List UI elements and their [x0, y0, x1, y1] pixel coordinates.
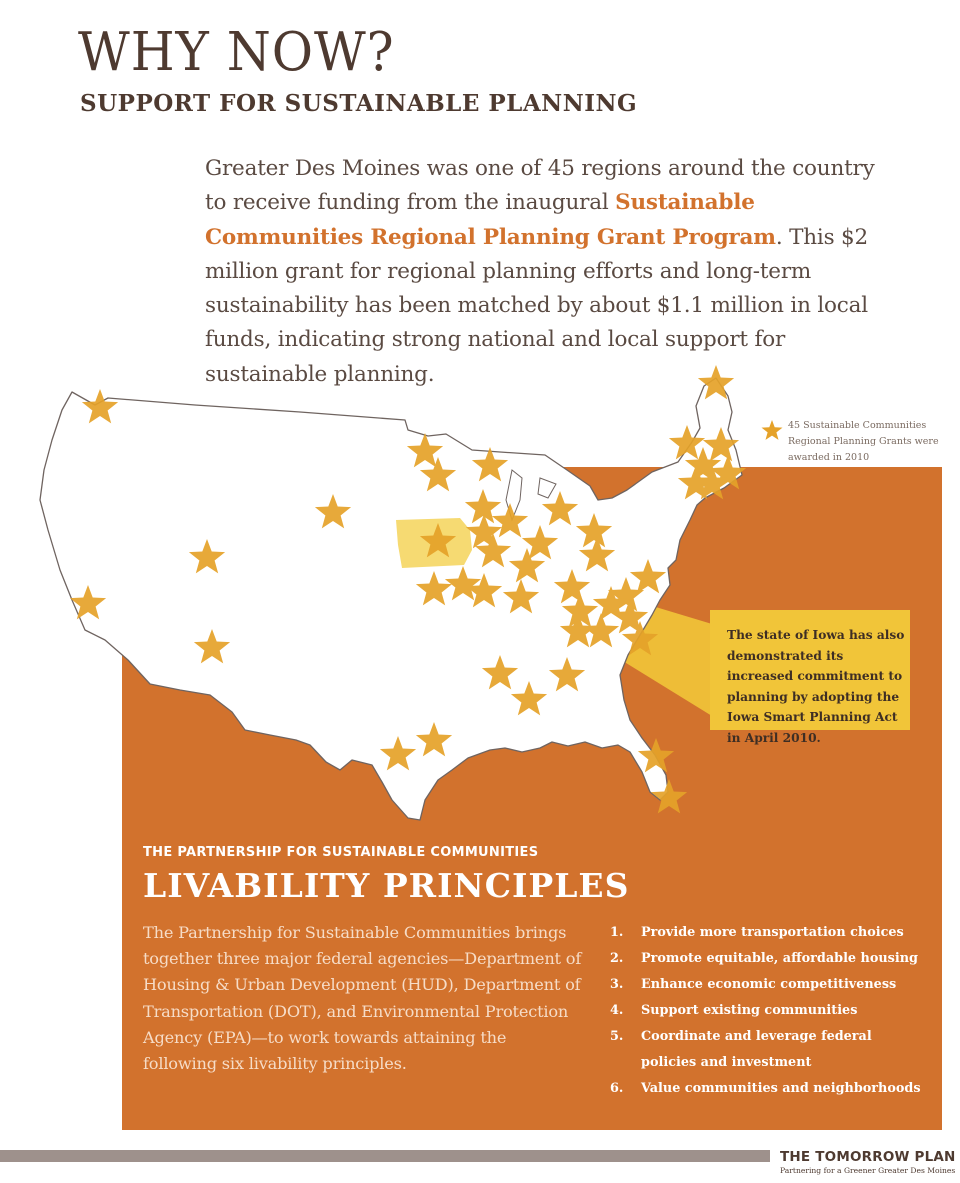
principles-list	[610, 920, 930, 1102]
footer-logo	[780, 1149, 960, 1175]
principle-text: Provide more transportation choices	[641, 925, 904, 940]
intro-text-before: Greater Des Moines was one of 45 regions around the country to receive funding from the inaugural	[205, 156, 875, 216]
partnership-eyebrow: THE PARTNERSHIP FOR SUSTAINABLE COMMUNITIES	[143, 845, 539, 860]
principle-text: Value communities and neighborhoods	[641, 1081, 921, 1096]
intro-text-after: . This $2 million grant for regional planning efforts and long-term sustainability has been matched by about $1.1 million in local funds, indicating strong national and local support for sustainable planning.	[205, 224, 869, 387]
intro-paragraph	[205, 152, 895, 392]
principle-number: 2.	[610, 951, 624, 966]
footer-tagline: Partnering for a Greener Greater Des Moines	[780, 1166, 956, 1175]
footer-bar	[0, 1150, 770, 1162]
principle-item	[610, 920, 930, 946]
principle-number: 5.	[610, 1029, 624, 1044]
partnership-description: The Partnership for Sustainable Communities brings together three major federal agencies—Department of Housing & Urban Development (HUD), Department of Transportation (DOT), and Environmental Protection Agency (EPA)—to work towards attaining the following six livability principles.	[143, 923, 582, 1074]
grant-program-link: Sustainable Communities Regional Planning Grant Program	[205, 190, 776, 250]
livability-title: LIVABILITY PRINCIPLES	[143, 866, 630, 905]
principle-text: Support existing communities	[641, 1003, 858, 1018]
legend-star-icon	[762, 420, 783, 440]
principle-number: 4.	[610, 1003, 624, 1018]
principle-number: 1.	[610, 925, 624, 940]
legend-label: 45 Sustainable Communities Regional Planning Grants were awarded in 2010	[788, 420, 939, 463]
principle-text: Coordinate and leverage federal policies and investment	[641, 1029, 872, 1070]
principle-item	[610, 998, 930, 1024]
iowa-callout: The state of Iowa has also demonstrated its increased commitment to planning by adopting the Iowa Smart Planning Act in April 2010.	[710, 610, 910, 730]
page-title: WHY NOW?	[78, 22, 395, 83]
principle-item	[610, 1024, 930, 1076]
principle-text: Enhance economic competitiveness	[641, 977, 897, 992]
footer-brand-name: THE TOMORROW PLAN	[780, 1149, 956, 1165]
principle-item	[610, 946, 930, 972]
principle-number: 6.	[610, 1081, 624, 1096]
principle-text: Promote equitable, affordable housing	[641, 951, 918, 966]
page-subtitle: SUPPORT FOR SUSTAINABLE PLANNING	[80, 90, 638, 117]
principle-item	[610, 972, 930, 998]
principle-number: 3.	[610, 977, 624, 992]
principle-item	[610, 1076, 930, 1102]
